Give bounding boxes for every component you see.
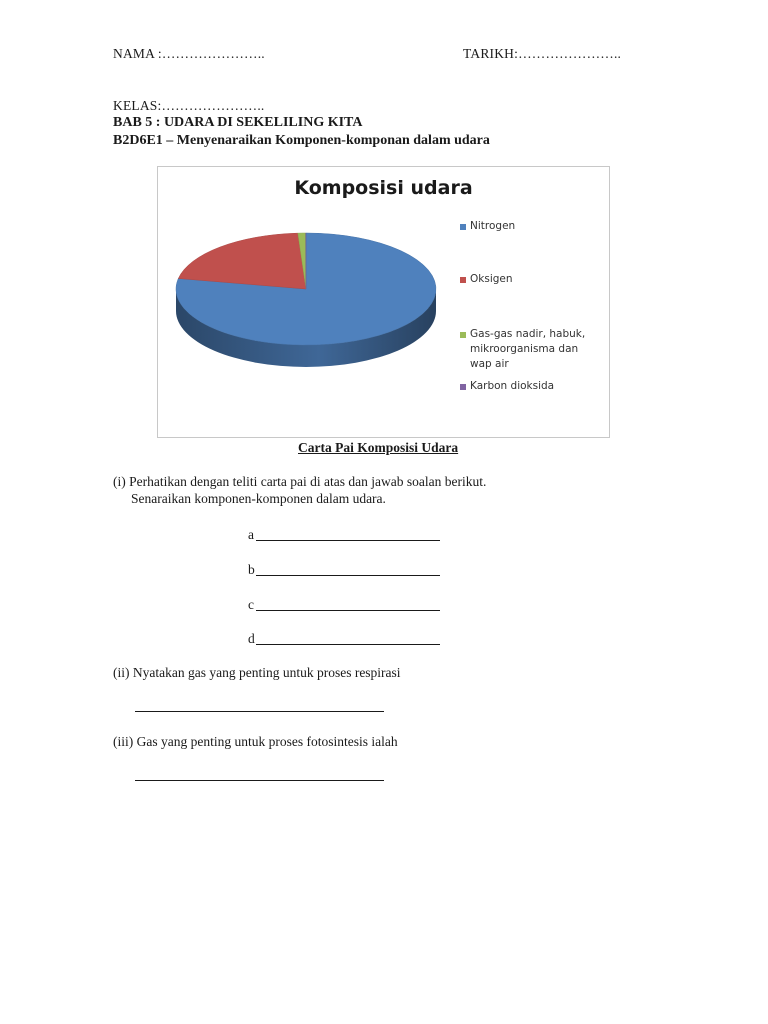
legend-label-0: Nitrogen	[470, 220, 516, 232]
legend-label-2: Gas-gas nadir, habuk, mikroorganisma dan wap air	[470, 328, 586, 370]
question-3: (iii) Gas yang penting untuk proses fotosintesis ialah	[113, 734, 398, 749]
nama-field: NAMA :…………………..	[113, 46, 265, 61]
kelas-field: KELAS:…………………..	[113, 98, 265, 113]
legend-item-3	[460, 379, 600, 394]
answer-label-d: d	[248, 631, 255, 646]
answer-label-b: b	[248, 562, 255, 577]
legend-item-2	[460, 327, 600, 372]
legend-item-0	[460, 219, 600, 234]
answer-label-a: a	[248, 527, 254, 542]
legend-swatch-0	[460, 224, 466, 230]
legend-swatch-3	[460, 384, 466, 390]
answer-line-b[interactable]	[256, 575, 440, 576]
chart-caption: Carta Pai Komposisi Udara	[298, 440, 459, 455]
legend-swatch-2	[460, 332, 466, 338]
legend-label-3: Karbon dioksida	[470, 380, 555, 392]
question-2: (ii) Nyatakan gas yang penting untuk proses respirasi	[113, 665, 401, 680]
answer-line-q2[interactable]	[135, 711, 384, 712]
pie-chart	[157, 166, 610, 438]
legend-swatch-1	[460, 277, 466, 283]
legend-item-1	[460, 272, 600, 287]
legend-label-1: Oksigen	[470, 273, 513, 285]
learning-objective: B2D6E1 – Menyenaraikan Komponen-komponan dalam udara	[113, 133, 490, 148]
chapter-title: BAB 5 : UDARA DI SEKELILING KITA	[113, 115, 363, 130]
answer-line-q3[interactable]	[135, 780, 384, 781]
pie-chart-plot	[158, 167, 458, 439]
question-1-line-1: (i) Perhatikan dengan teliti carta pai di atas dan jawab soalan berikut.	[113, 474, 487, 489]
answer-label-c: c	[248, 597, 254, 612]
answer-line-c[interactable]	[256, 610, 440, 611]
answer-line-a[interactable]	[256, 540, 440, 541]
chart-title: Komposisi udara	[294, 177, 473, 199]
tarikh-field: TARIKH:…………………..	[463, 46, 622, 61]
question-1-line-2: Senaraikan komponen-komponen dalam udara.	[131, 491, 386, 506]
answer-line-d[interactable]	[256, 644, 440, 645]
